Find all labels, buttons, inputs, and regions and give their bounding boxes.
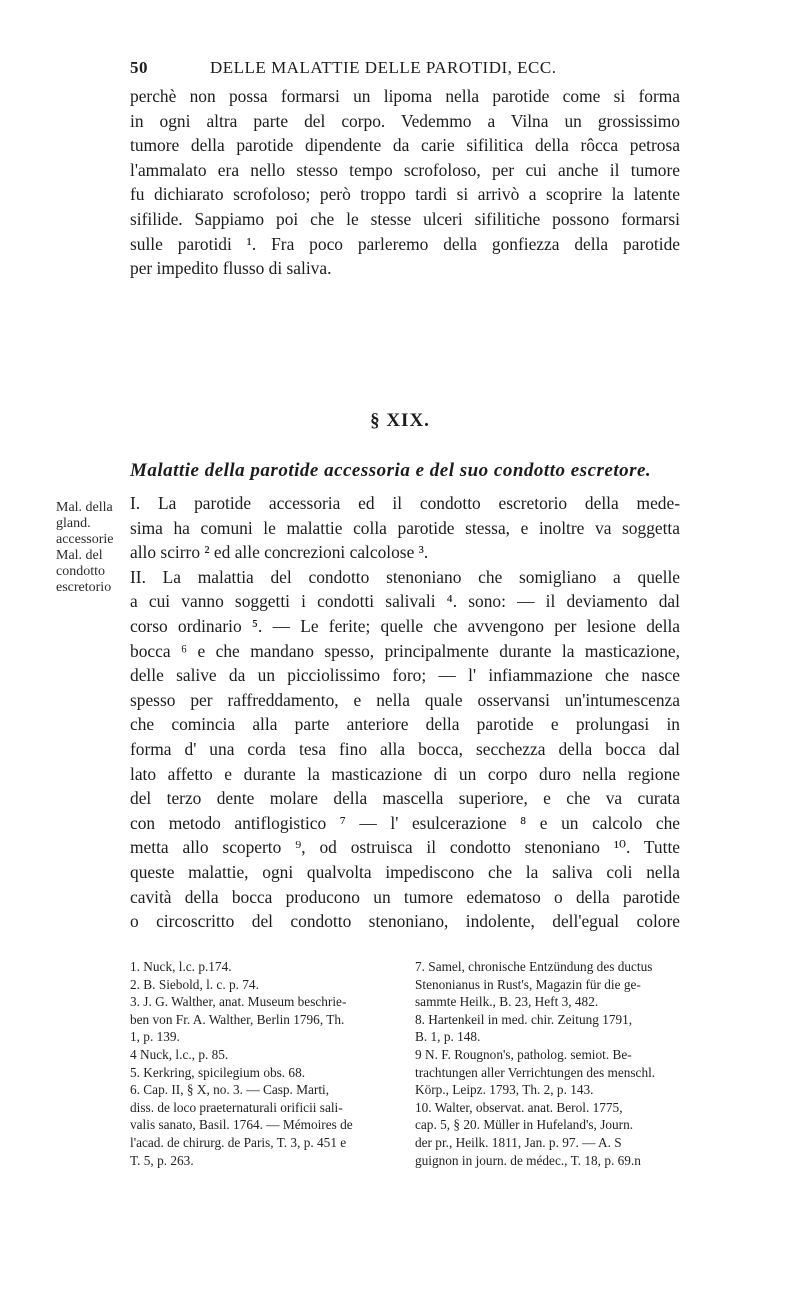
text-line: sulle parotidi ¹. Fra poco parleremo della gonfiezza della parotide: [130, 233, 680, 254]
text-line: lato affetto e durante la masticazione di un corpo duro nella regione: [130, 763, 680, 784]
text-line: o circoscritto del condotto stenoniano, indolente, dell'egual colore: [130, 911, 680, 932]
side-note: Mal. della gland. accessorie: [56, 500, 114, 547]
text-line: forma d' una corda tesa fino alla bocca, secchezza della bocca dal: [130, 738, 680, 759]
footnote: l'acad. de chirurg. de Paris, T. 3, p. 451 e: [130, 1134, 347, 1150]
text-line: in ogni altra parte del corpo. Vedemmo a Vilna un grossissimo: [130, 110, 680, 131]
footnote: 6. Cap. II, § X, no. 3. — Casp. Marti,: [130, 1082, 330, 1098]
footnote: 7. Samel, chronische Entzündung des ductus: [415, 959, 653, 974]
footnote: 10. Walter, observat. anat. Berol. 1775,: [415, 1099, 623, 1115]
footnotes-right: [415, 958, 685, 1169]
text-line: sima ha comuni le malattie colla parotide stessa, e inoltre va soggetta: [130, 517, 680, 538]
running-head: [130, 58, 670, 82]
footnote: ben von Fr. A. Walther, Berlin 1796, Th.: [130, 1011, 345, 1027]
section-title: Malattie della parotide accessoria e del suo condotto escretore.: [130, 460, 652, 481]
text-line: fu dichiarato scrofoloso; però troppo tardi si arrivò a scoprire la latente: [130, 184, 680, 205]
text-line: I. La parotide accessoria ed il condotto escretorio della mede-: [130, 493, 680, 513]
footnote: sammte Heilk., B. 23, Heft 3, 482.: [415, 994, 599, 1010]
footnote: B. 1, p. 148.: [415, 1029, 481, 1045]
text-line: l'ammalato era nello stesso tempo scrofoloso, per cui anche il tumore: [130, 159, 680, 180]
text-line: II. La malattia del condotto stenoniano che somigliano a quelle: [130, 566, 680, 587]
main-paragraph: [130, 491, 680, 934]
text-line: sifilide. Sappiamo poi che le stesse ulceri sifilitiche possono formarsi: [130, 208, 680, 229]
footnote: der pr., Heilk. 1811, Jan. p. 97. — A. S: [415, 1134, 622, 1150]
text-line: metta allo scoperto ⁹, od ostruisca il condotto stenoniano ¹⁰. Tutte: [130, 837, 680, 858]
text-line: corso ordinario ⁵. — Le ferite; quelle che avvengono per lesione della: [130, 615, 680, 636]
text-line: per impedito flusso di saliva.: [130, 258, 332, 279]
footnote: 8. Hartenkeil in med. chir. Zeitung 1791,: [415, 1011, 633, 1027]
footnote: diss. de loco praeternaturali orificii sali-: [130, 1099, 343, 1115]
footnotes-left: [130, 958, 398, 1169]
text-line: bocca ⁶ e che mandano spesso, principalmente durante la masticazione,: [130, 640, 680, 661]
text-line: del terzo dente molare della mascella superiore, e che va curata: [130, 788, 680, 809]
footnote: 3. J. G. Walther, anat. Museum beschrie-: [130, 994, 347, 1010]
section-number: § XIX.: [370, 410, 430, 431]
text-line: delle salive da un picciolissimo foro; — l' infiammazione che nasce: [130, 665, 680, 686]
text-line: che comincia alla parte anteriore della parotide e prolungasi in: [130, 714, 680, 735]
text-line: queste malattie, ogni qualvolta impediscono che la saliva coli nella: [130, 861, 680, 882]
text-line: allo scirro ² ed alle concrezioni calcolose ³.: [130, 542, 429, 563]
text-line: con metodo antiflogistico ⁷ — l' esulcerazione ⁸ e un calcolo che: [130, 812, 680, 833]
footnote: Stenonianus in Rust's, Magazin für die ge-: [415, 976, 641, 992]
text-line: tumore della parotide dipendente da carie sifilitica della rôcca petrosa: [130, 135, 680, 156]
text-line: perchè non possa formarsi un lipoma nella parotide come si forma: [130, 86, 680, 106]
footnote: 1. Nuck, l.c. p.174.: [130, 959, 232, 974]
text-line: cavità della bocca producono un tumore edematoso o della parotide: [130, 886, 680, 907]
footnote: Körp., Leipz. 1793, Th. 2, p. 143.: [415, 1082, 594, 1098]
text-line: spesso per raffreddamento, e nella quale osservansi un'intumescenza: [130, 689, 680, 710]
footnote: cap. 5, § 20. Müller in Hufeland's, Journ.: [415, 1117, 634, 1133]
footnote: valis sanato, Basil. 1764. — Mémoires de: [130, 1117, 353, 1133]
intro-paragraph: [130, 84, 680, 281]
page-number: 50: [130, 58, 148, 77]
footnote: 4 Nuck, l.c., p. 85.: [130, 1046, 229, 1062]
side-note: Mal. del condotto escretorio: [56, 548, 112, 595]
running-title: DELLE MALATTIE DELLE PAROTIDI, ECC.: [210, 58, 557, 77]
footnote: T. 5, p. 263.: [130, 1152, 194, 1168]
footnote: 1, p. 139.: [130, 1029, 180, 1045]
text-line: a cui vanno soggetti i condotti salivali ⁴. sono: — il deviamento dal: [130, 591, 680, 612]
footnote: guignon in journ. de médec., T. 18, p. 69.n: [415, 1152, 641, 1168]
footnote: trachtungen aller Verrichtungen des menschl.: [415, 1064, 656, 1080]
footnote: 5. Kerkring, spicilegium obs. 68.: [130, 1064, 306, 1080]
footnote: 9 N. F. Rougnon's, patholog. semiot. Be-: [415, 1046, 632, 1062]
footnote: 2. B. Siebold, l. c. p. 74.: [130, 976, 259, 992]
